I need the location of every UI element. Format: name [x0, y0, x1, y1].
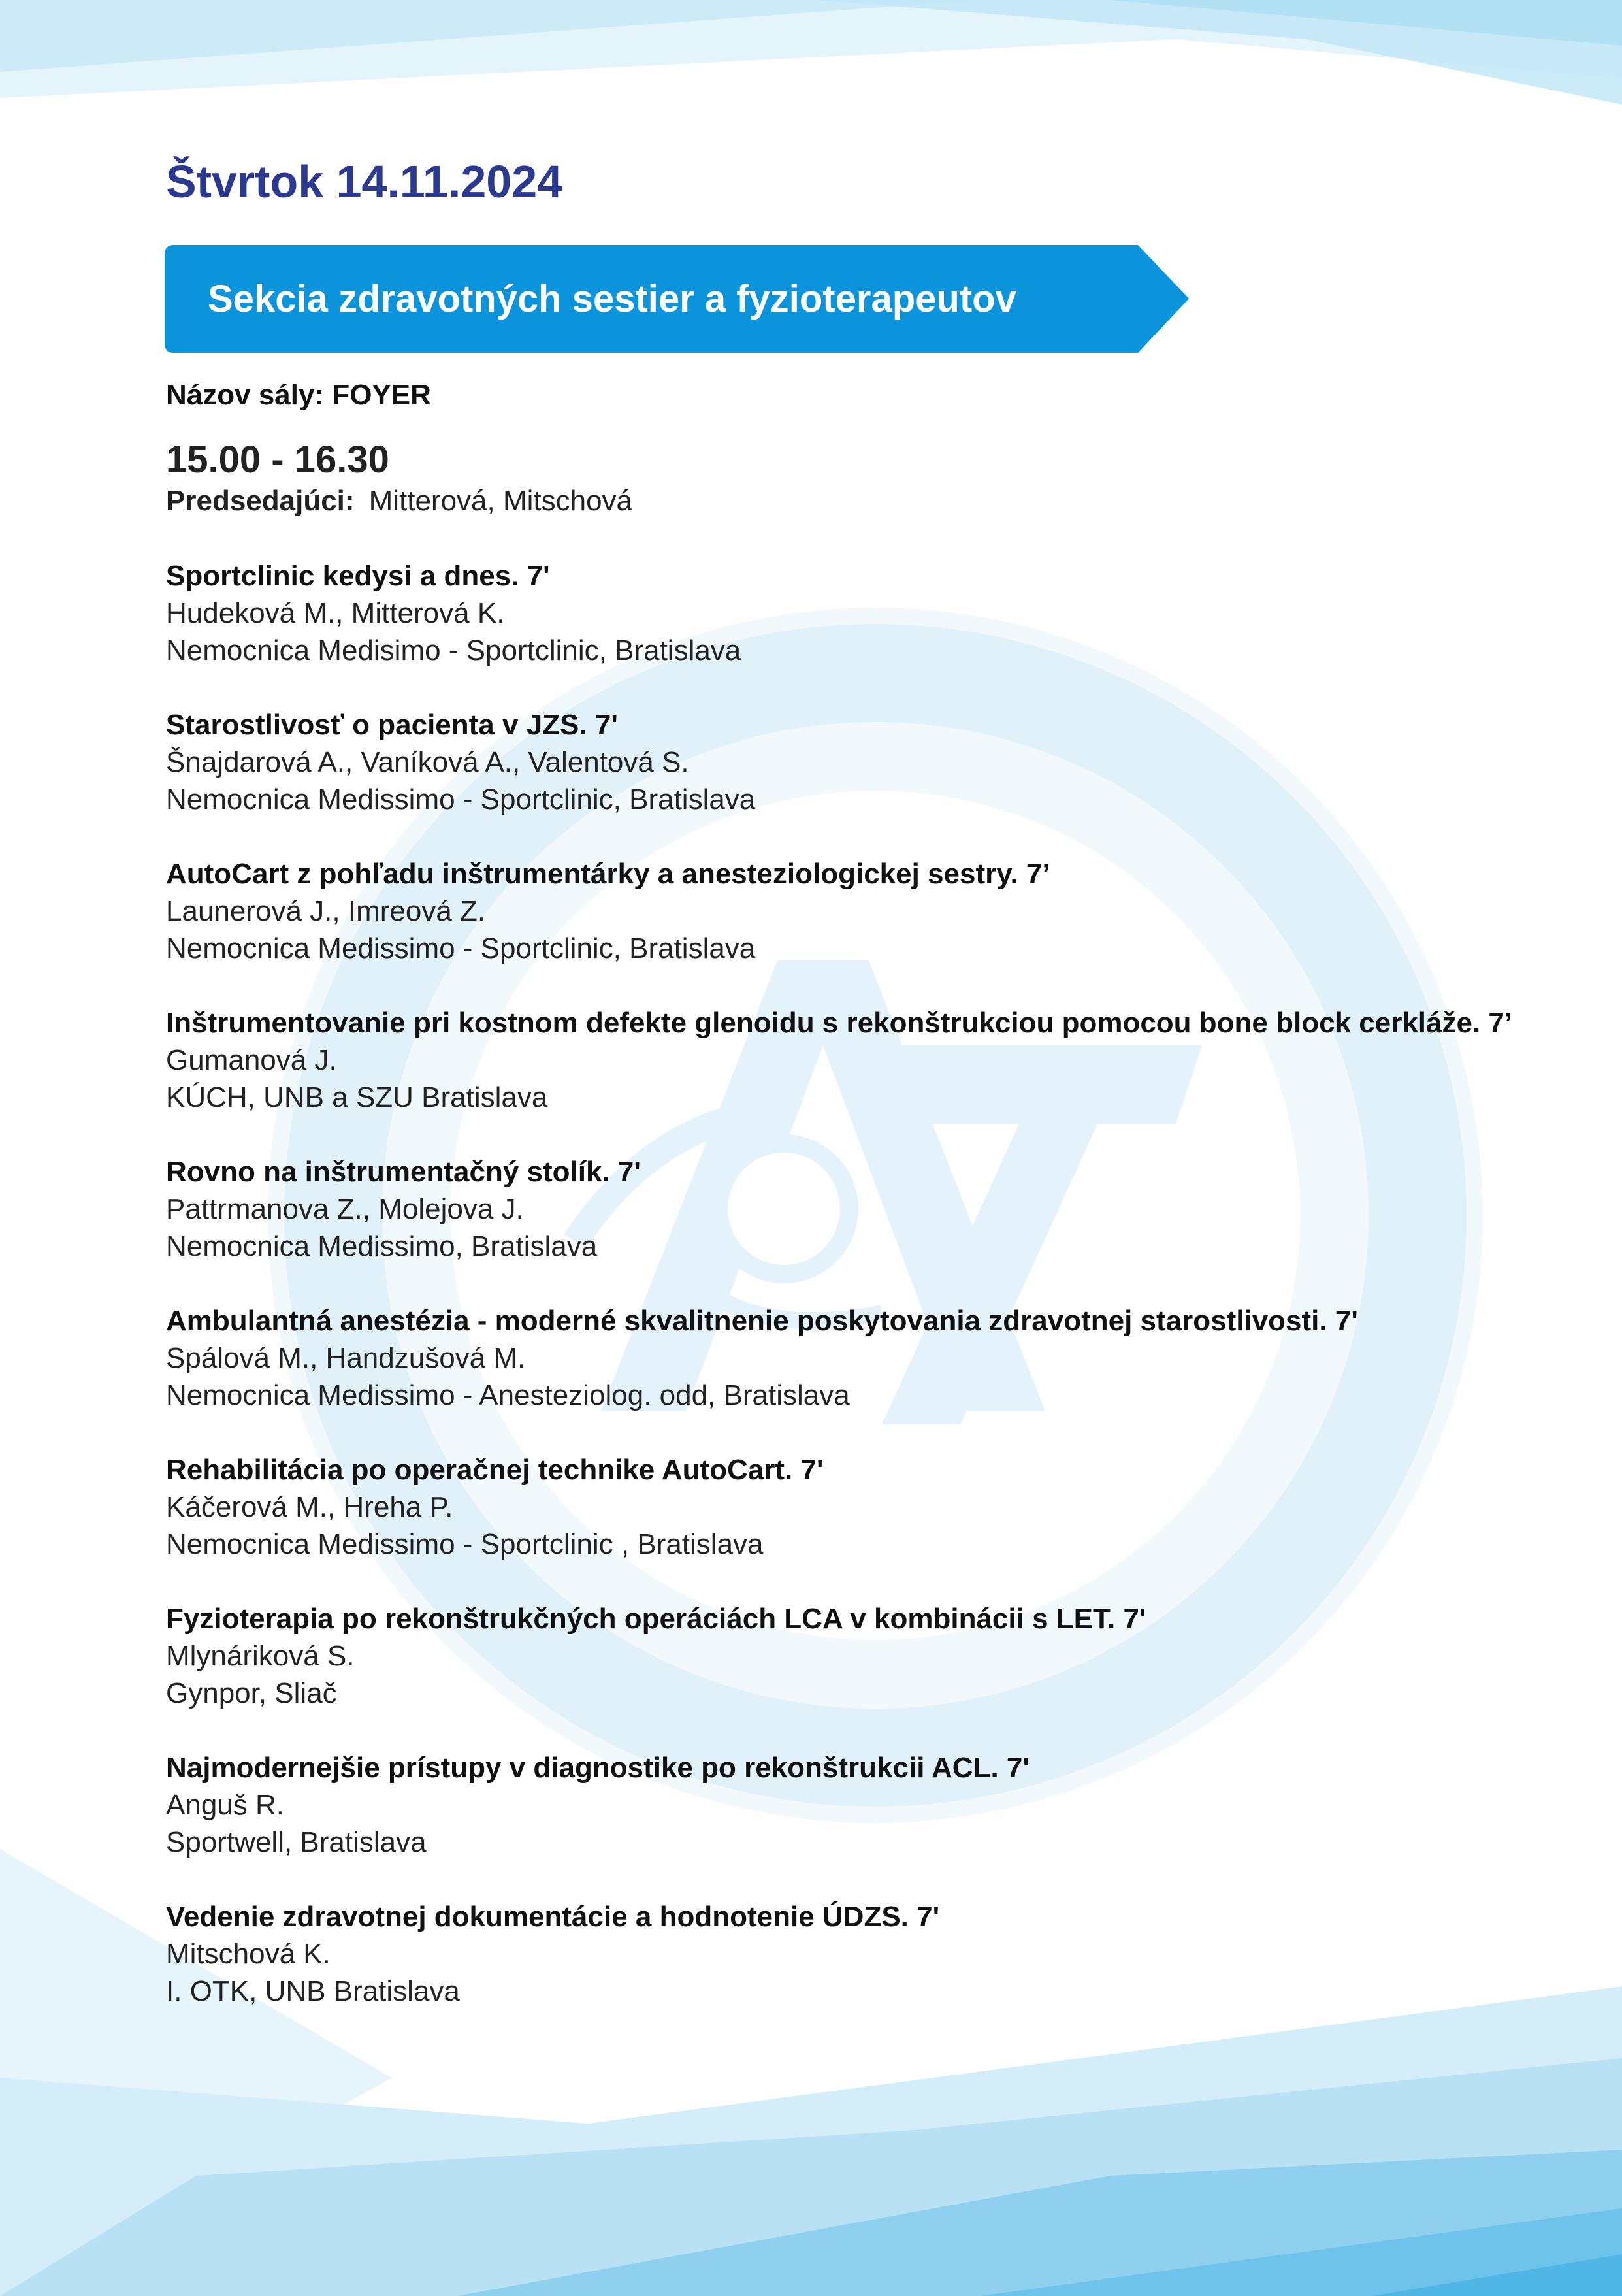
talk-institution: Nemocnica Medissimo - Anesteziolog. odd, Bratislava	[166, 1379, 850, 1411]
session-chairs	[166, 485, 632, 517]
talk-authors: Pattrmanova Z., Molejova J.	[166, 1193, 524, 1225]
talk-institution: I. OTK, UNB Bratislava	[166, 1975, 460, 2007]
talk-title: Vedenie zdravotnej dokumentácie a hodnotenie ÚDZS. 7'	[166, 1901, 940, 1933]
talk-institution: Nemocnica Medisimo - Sportclinic, Bratislava	[166, 634, 741, 666]
talk-item	[166, 1302, 1603, 1451]
talk-authors: Šnajdarová A., Vaníková A., Valentová S.	[166, 746, 689, 778]
talk-institution: KÚCH, UNB a SZU Bratislava	[166, 1081, 548, 1113]
room-name: Názov sály: FOYER	[166, 379, 431, 411]
talk-item	[166, 1153, 1603, 1302]
top-decoration	[0, 0, 1622, 105]
talk-title: Najmodernejšie prístupy v diagnostike po rekonštrukcii ACL. 7'	[166, 1752, 1030, 1784]
talk-authors: Hudeková M., Mitterová K.	[166, 597, 505, 629]
talk-item	[166, 706, 1603, 855]
talk-item	[166, 855, 1603, 1004]
talk-item	[166, 1898, 1603, 2047]
talk-institution: Nemocnica Medissimo - Sportclinic , Bratislava	[166, 1528, 764, 1560]
section-banner	[165, 245, 1189, 353]
talk-title: Inštrumentovanie pri kostnom defekte glenoidu s rekonštrukciou pomocou bone block cerkláže. 7’	[166, 1007, 1513, 1039]
talk-institution: Nemocnica Medissimo, Bratislava	[166, 1230, 598, 1262]
talk-institution: Gynpor, Sliač	[166, 1677, 337, 1709]
talk-institution: Nemocnica Medissimo - Sportclinic, Bratislava	[166, 932, 756, 964]
talk-title: Fyzioterapia po rekonštrukčných operáciách LCA v kombinácii s LET. 7'	[166, 1603, 1146, 1635]
talk-title: Rovno na inštrumentačný stolík. 7'	[166, 1156, 641, 1188]
talk-authors: Anguš R.	[166, 1789, 284, 1821]
talk-item	[166, 557, 1603, 706]
talk-authors: Gumanová J.	[166, 1044, 337, 1076]
session-time: 15.00 - 16.30	[166, 438, 389, 481]
talk-authors: Mlynáriková S.	[166, 1640, 355, 1672]
talk-item	[166, 1451, 1603, 1600]
talk-authors: Spálová M., Handzušová M.	[166, 1342, 526, 1374]
chairs-label: Predsedajúci:	[166, 485, 355, 517]
talk-list	[166, 557, 1603, 2047]
section-title: Sekcia zdravotných sestier a fyzioterapeutov	[208, 278, 1016, 320]
talk-title: Starostlivosť o pacienta v JZS. 7'	[166, 709, 618, 741]
chairs-names: Mitterová, Mitschová	[368, 485, 633, 517]
talk-title: Ambulantná anestézia - moderné skvalitnenie poskytovania zdravotnej starostlivosti. 7'	[166, 1305, 1358, 1337]
talk-institution: Nemocnica Medissimo - Sportclinic, Bratislava	[166, 783, 756, 815]
talk-institution: Sportwell, Bratislava	[166, 1826, 427, 1858]
talk-authors: Mitschová K.	[166, 1938, 331, 1970]
talk-item	[166, 1749, 1603, 1898]
talk-authors: Launerová J., Imreová Z.	[166, 895, 486, 927]
page-title: Štvrtok 14.11.2024	[166, 156, 563, 207]
talk-title: Rehabilitácia po operačnej technike AutoCart. 7'	[166, 1454, 824, 1486]
talk-item	[166, 1004, 1603, 1153]
talk-item	[166, 1600, 1603, 1749]
talk-title: Sportclinic kedysi a dnes. 7'	[166, 560, 550, 592]
talk-authors: Káčerová M., Hreha P.	[166, 1491, 453, 1523]
talk-title: AutoCart z pohľadu inštrumentárky a anesteziologickej sestry. 7’	[166, 858, 1050, 890]
